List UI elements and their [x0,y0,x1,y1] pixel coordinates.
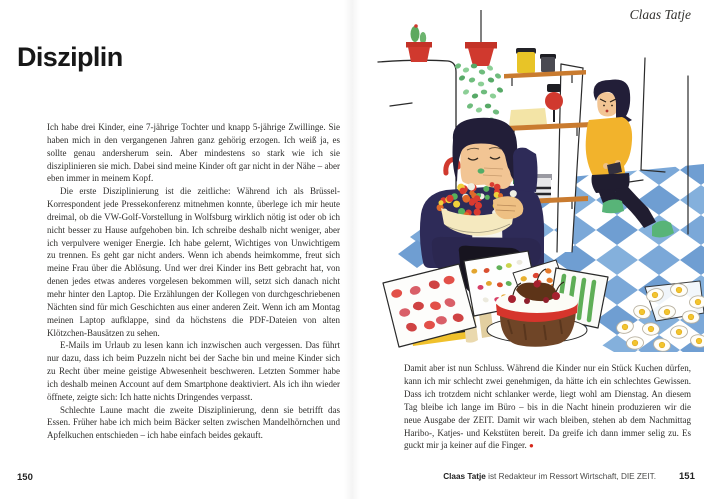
butter-block [509,108,547,126]
page-gutter [344,0,360,499]
red-grinder [545,92,563,110]
cherry [552,292,560,300]
paragraph: Ich habe drei Kinder, eine 7-jährige Tochter und knapp 5-jährige Zwillinge. Sie haben mich in den vergangenen Jahren ganz gehörig erzogen. Ich weiß ja, es sollte genau andersherum sein. Aber mindestens so stark wie ich sie disziplinieren sie mich. Dabei sind meine Kinder oft gar nicht in der Nähe – aber eben immer in meinem Kopf. [47,122,340,184]
left-body-text [47,121,340,442]
paragraph: E-Mails im Urlaub zu lesen kann ich inzwischen auch vergessen. Das führt nur dazu, dass ich beim Puzzeln nicht bei der Sache bin und meine Kinder sich zu Recht über meine geistige Abwesenheit beschweren. Letzten Sommer habe ich deshalb meinen Account auf dem Smartphone deaktiviert. Als ich ihn wieder öffnete, zeigte sich: Ich hatte nichts Dringendes verpasst. [47,340,340,402]
page-title: Disziplin [17,42,123,73]
footer-author: Claas Tatje [443,472,486,481]
page-number-left: 150 [17,472,33,483]
green-candy [478,168,485,173]
paragraph: Die erste Disziplinierung ist die zeitliche: Während ich als Brüssel-Korrespondent jede Pressekonferenz mitnehmen konnte, überlege ich mir heute dreimal, ob die VW-Golf-Vorstellung in Wolfsburg wirklich nötig ist oder ob ich nicht besser zu Hause aufgehoben bin. Ich schreibe deshalb nicht weniger, aber ich verpulvere weniger Energie. Ich habe gelernt, Wichtiges von Unwichtigem zu trennen. Es geht gar nicht anders. Wenn ich abends heimkomme, freut sich meine Frau über die Ablösung. Und wer drei Kinder ins Bett gebracht hat, von denen jedes etwas anderes vorgelesen bekommen will, setzt sich danach nicht mehr hinter den Laptop. Die Erzählungen der Kollegen von durchgeschriebenen Nächten sind für mich Geschichten aus einer anderen Zeit. Wenn ich am Montag meinen Laptop aufklappe, sind da höchstens die PDF-Dateien von alten Klötzchen-Bausätzen zu sehen. [47,186,340,338]
kitchen-illustration [372,8,704,360]
author-footer [404,472,656,481]
potted-cactus [406,24,432,62]
yellow-jar [517,52,535,73]
gray-jar [541,57,555,72]
paragraph [404,362,691,453]
author-header: Claas Tatje [629,7,691,22]
page-number-right: 151 [679,471,695,482]
right-body-text [404,362,691,453]
woman-face [597,92,617,116]
paragraph: Schlechte Laune macht die zweite Disziplinierung, denn sie betrifft das Essen. Früher habe ich mich beim Bäcker selten zwischen Mandelhörnchen und Apfelkuchen entschieden – ich habe einfach beides gekauft. [47,404,340,441]
raised-sleeve [513,148,538,192]
woman-figure [586,80,674,238]
paragraph-text: Damit aber ist nun Schluss. Während die Kinder nur ein Stück Kuchen dürfen, kann ich mir schlecht zwei genehmigen, da hätte ich ein schlechtes Gewissen. Dass ich trotzdem nicht schlanker werde, liegt wohl am Dienstag. An diesem Tag bleibe ich lange im Büro – bis in die Nacht hinein produzieren wir die neue Ausgabe der ZEIT. Damit wir wach bleiben, stehen ab dem Nachmittag Haribo-, Katjes- und Kekstüten bereit. Da greife ich dann immer selig zu. Es guckt mir ja keiner auf die Finger. [404,363,691,451]
footer-text: ist Redakteur im Ressort Wirtschaft, DIE ZEIT. [485,472,656,481]
cherry [533,280,540,287]
wall-lines [378,60,456,200]
cherry [508,295,516,303]
end-mark: ● [528,441,534,451]
